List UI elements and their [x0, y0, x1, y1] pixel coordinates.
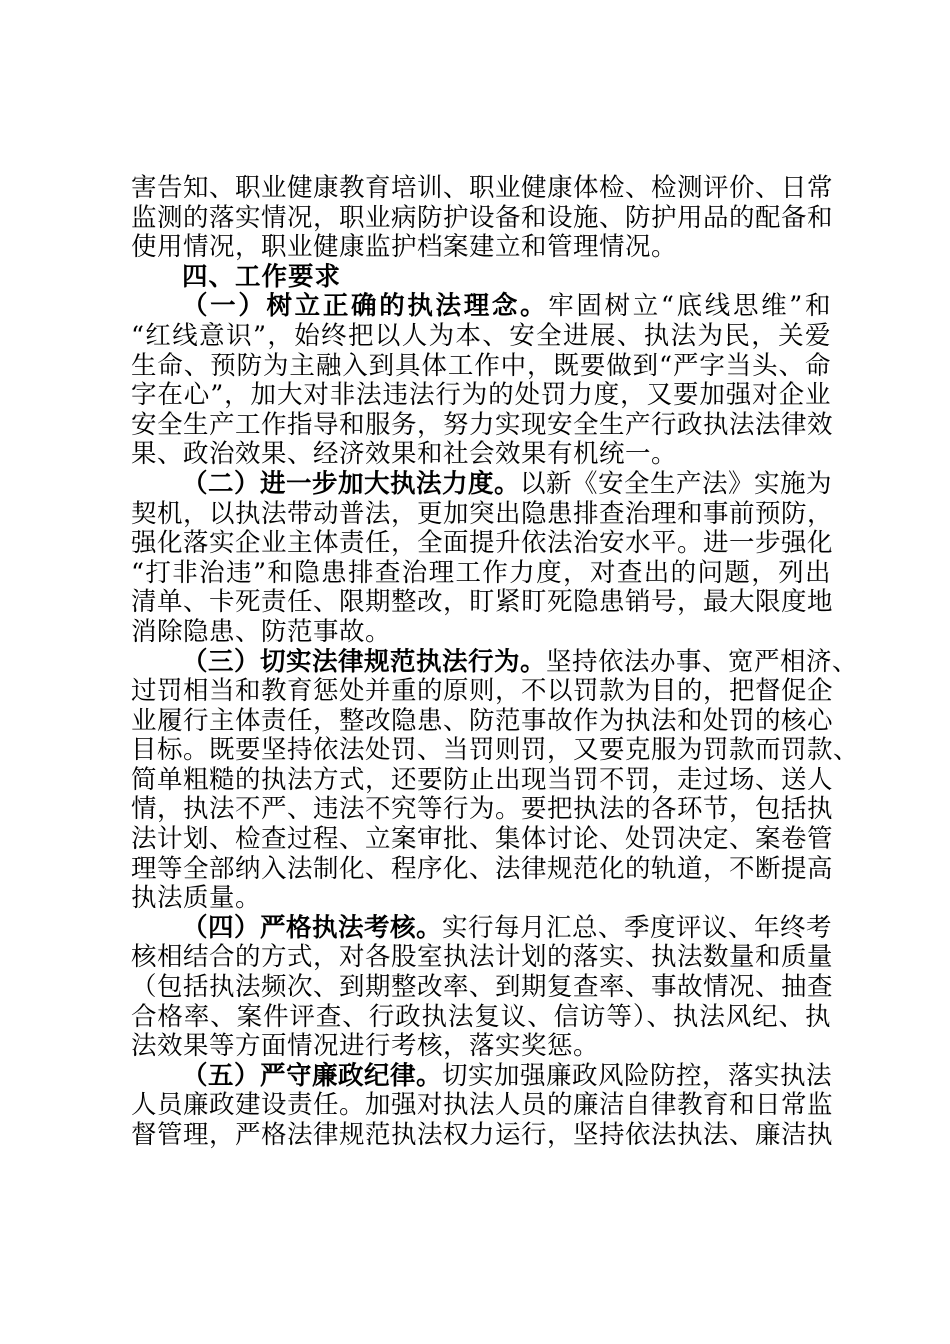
body-line: 消除隐患、防范事故。: [131, 616, 392, 647]
body-text: 实行每月汇总、季度评议、年终考: [442, 912, 833, 943]
paragraph-title: （三）切实法律规范执法行为。: [182, 646, 547, 677]
body-line: 理等全部纳入法制化、程序化、法律规范化的轨道，不断提高: [131, 853, 834, 884]
body-line: 害告知、职业健康教育培训、职业健康体检、检测评价、日常: [131, 173, 834, 203]
body-line: 果、政治效果、经济效果和社会效果有机统一。: [131, 439, 678, 470]
body-text: 牢固树立“底线思维”和: [548, 291, 831, 322]
paragraph-first-line: [131, 914, 831, 944]
body-line: 清单、卡死责任、限期整改，盯紧盯死隐患销号，最大限度地: [131, 587, 834, 618]
body-line: 情，执法不严、违法不究等行为。要把执法的各环节，包括执: [131, 794, 834, 825]
paragraph-first-line: [131, 470, 831, 500]
body-line: 强化落实企业主体责任，全面提升依法治安水平。进一步强化: [131, 528, 834, 559]
body-line: 监测的落实情况，职业病防护设备和设施、防护用品的配备和: [131, 202, 834, 233]
body-line: 安全生产工作指导和服务，努力实现安全生产行政执法法律效: [131, 409, 834, 440]
body-line: 执法质量。: [131, 883, 262, 914]
paragraph-title: （二）进一步加大执法力度。: [182, 468, 521, 499]
paragraph-first-line: [131, 646, 859, 678]
body-text: 切实加强廉政风险防控，落实执法: [442, 1060, 833, 1091]
body-line: 生命、预防为主融入到具体工作中，既要做到“严字当头、命: [131, 350, 831, 381]
paragraph-first-line: [131, 292, 831, 322]
body-line: 法计划、检查过程、立案审批、集体讨论、处罚决定、案卷管: [131, 824, 834, 855]
body-line: “红线意识”，始终把以人为本、安全进展、执法为民，关爱: [131, 320, 831, 351]
body-line: 过罚相当和教育惩处并重的原则，不以罚款为目的，把督促企: [131, 676, 834, 707]
body-line: （包括执法频次、到期整改率、到期复查率、事故情况、抽查: [131, 972, 834, 1003]
body-line: 合格率、案件评查、行政执法复议、信访等）、执法风纪、执: [131, 1001, 831, 1032]
document-page: [131, 173, 860, 1151]
body-line: “打非治违”和隐患排查治理工作力度，对查出的问题，列出: [131, 557, 831, 588]
section-heading: 四、工作要求: [182, 261, 342, 292]
body-line: 核相结合的方式，对各股室执法计划的落实、执法数量和质量: [131, 942, 834, 973]
body-line: 简单粗糙的执法方式，还要防止出现当罚不罚，走过场、送人: [131, 764, 834, 795]
body-line: 法效果等方面情况进行考核，落实奖惩。: [131, 1031, 600, 1062]
paragraph-title: （五）严守廉政纪律。: [182, 1060, 443, 1091]
body-line: 人员廉政建设责任。加强对执法人员的廉洁自律教育和日常监: [131, 1090, 834, 1121]
body-text: 坚持依法办事、宽严相济、: [546, 646, 859, 677]
body-line: 目标。既要坚持依法处罚、当罚则罚，又要克服为罚款而罚款、: [131, 735, 860, 766]
body-text: 以新《安全生产法》实施为: [520, 468, 833, 499]
body-line: 契机，以执法带动普法，更加突出隐患排查治理和事前预防，: [131, 498, 834, 529]
paragraph-first-line: [131, 1062, 831, 1092]
body-line: 使用情况，职业健康监护档案建立和管理情况。: [131, 232, 678, 263]
body-line: 字在心”，加大对非法违法行为的处罚力度，又要加强对企业: [131, 380, 831, 411]
body-line: 督管理，严格法律规范执法权力运行，坚持依法执法、廉洁执: [131, 1120, 834, 1150]
paragraph-title: （一）树立正确的执法理念。: [182, 291, 549, 322]
body-line: 业履行主体责任，整改隐患、防范事故作为执法和处罚的核心: [131, 705, 834, 736]
paragraph-title: （四）严格执法考核。: [182, 912, 443, 943]
